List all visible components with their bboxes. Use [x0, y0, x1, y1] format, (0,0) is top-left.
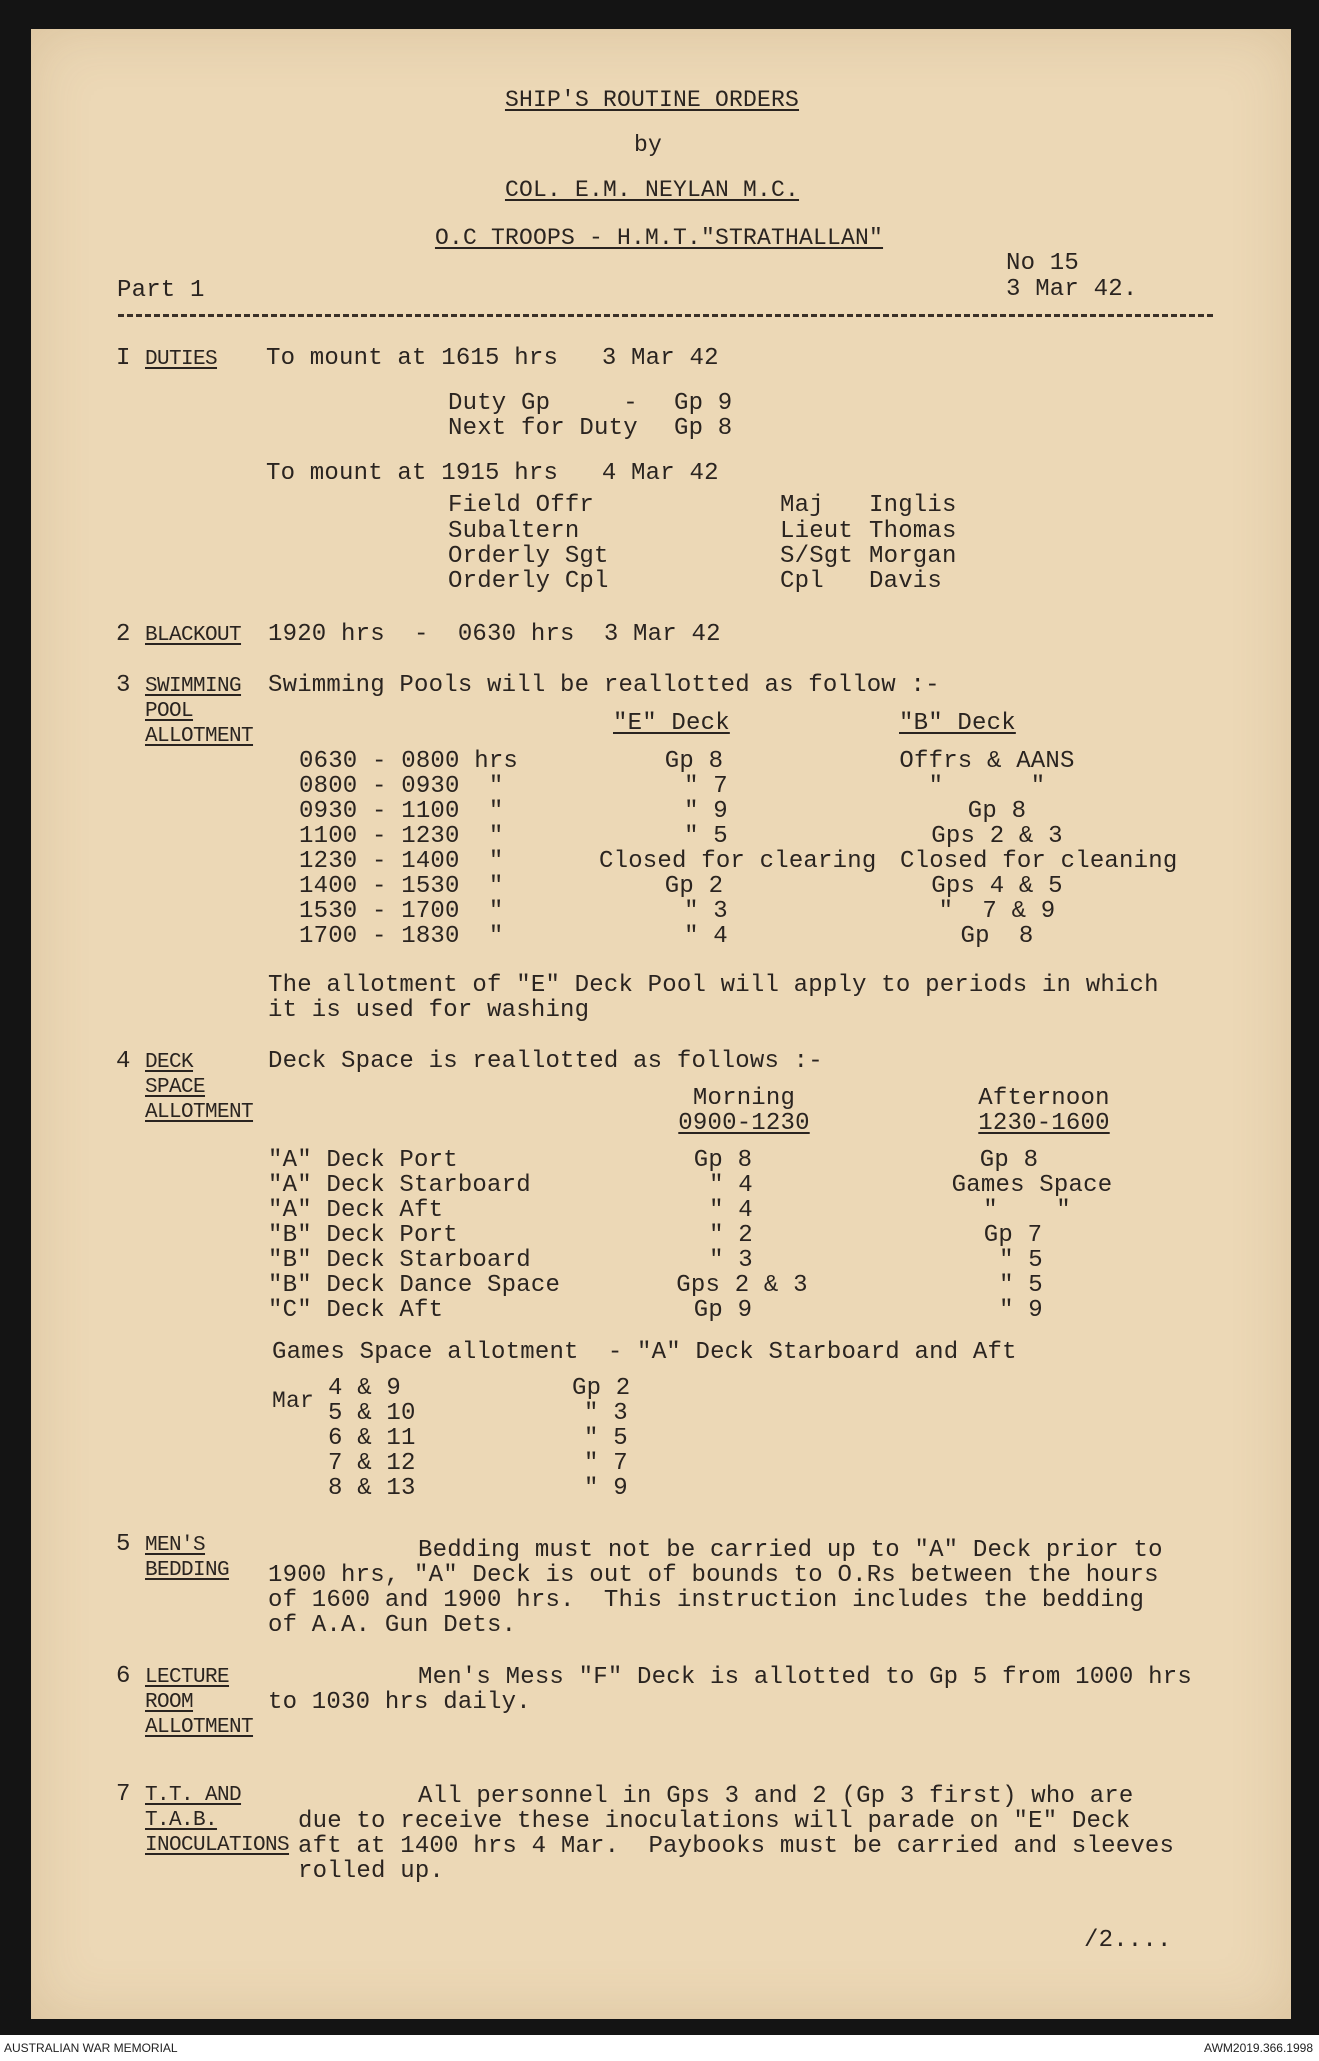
pool-e-value: Gp 8 — [664, 748, 724, 775]
duties-mount-line-2: To mount at 1915 hrs 4 Mar 42 — [266, 460, 719, 487]
pool-e-value: " 5 — [684, 823, 728, 850]
deck-afternoon-value: Games Space — [951, 1172, 1113, 1199]
roster-rank: S/Sgt — [780, 543, 854, 570]
blackout-times: 1920 hrs - 0630 hrs 3 Mar 42 — [268, 621, 721, 648]
deck-afternoon-value: " " — [983, 1197, 1071, 1224]
pool-e-value: " 4 — [684, 923, 728, 950]
bedding-text-line: Bedding must not be carried up to "A" Deck prior to — [418, 1537, 1163, 1564]
pool-e-value: " 3 — [684, 898, 728, 925]
part-label: Part 1 — [117, 277, 205, 304]
games-group: " 7 — [584, 1450, 628, 1477]
pool-e-value: Gp 2 — [664, 873, 724, 900]
pool-b-value: Closed for cleaning — [900, 848, 1178, 875]
deck-col-afternoon: Afternoon — [978, 1085, 1110, 1112]
pool-e-value: " 7 — [684, 773, 728, 800]
deck-morning-value: " 3 — [709, 1247, 753, 1274]
pool-intro: Swimming Pools will be reallotted as follow :- — [268, 672, 940, 699]
deck-col-morning-hours: 0900-1230 — [678, 1110, 810, 1137]
inoculation-text-line: rolled up. — [298, 1858, 445, 1885]
section-4-number: 4 — [116, 1048, 131, 1075]
inoculation-text-line: All personnel in Gps 3 and 2 (Gp 3 first) who are — [418, 1783, 1134, 1810]
document-title: SHIP'S ROUTINE ORDERS — [504, 87, 800, 113]
deck-afternoon-value: " 5 — [999, 1272, 1043, 1299]
games-month: Mar — [272, 1388, 315, 1414]
bedding-text-line: 1900 hrs, "A" Deck is out of bounds to O.Rs between the hours — [268, 1562, 1159, 1589]
deck-afternoon-value: Gp 8 — [979, 1147, 1039, 1174]
section-6-heading-line: ROOM — [145, 1691, 194, 1714]
section-4-heading-line: DECK — [145, 1051, 194, 1074]
deck-col-morning: Morning — [692, 1085, 796, 1112]
pool-b-value: Gp 8 — [967, 798, 1027, 825]
order-date: 3 Mar 42. — [1006, 276, 1138, 303]
section-4-heading-line: ALLOTMENT — [145, 1101, 254, 1124]
roster-name: Thomas — [869, 518, 957, 545]
pool-note-line: The allotment of "E" Deck Pool will apply to periods in which — [268, 972, 1159, 999]
deck-morning-value: " 2 — [709, 1222, 753, 1249]
pool-time: 1700 - 1830 " — [299, 923, 504, 950]
section-3-heading-line: POOL — [145, 700, 194, 723]
roster-role: Orderly Cpl — [448, 568, 609, 595]
pool-time: 0630 - 0800 hrs — [299, 748, 519, 775]
deck-afternoon-value: Gp 7 — [983, 1222, 1043, 1249]
roster-name: Davis — [869, 568, 943, 595]
games-dates: 8 & 13 — [328, 1475, 416, 1502]
author-line: COL. E.M. NEYLAN M.C. — [504, 177, 800, 203]
section-7-heading-line: INOCULATIONS — [145, 1834, 290, 1857]
duty-gp-label: Duty Gp - — [448, 390, 638, 417]
games-dates: 5 & 10 — [328, 1400, 416, 1427]
section-1-number: I — [116, 345, 131, 372]
deck-area: "B" Deck Port — [268, 1222, 458, 1249]
deck-area: "C" Deck Aft — [268, 1297, 444, 1324]
pool-b-value: " " — [928, 773, 1046, 800]
roster-role: Orderly Sgt — [448, 543, 609, 570]
document-page — [31, 29, 1291, 2019]
deck-area: "B" Deck Starboard — [268, 1247, 531, 1274]
deck-area: "A" Deck Port — [268, 1147, 458, 1174]
bedding-text-line: of A.A. Gun Dets. — [268, 1612, 517, 1639]
pool-col-b-deck: "B" Deck — [899, 710, 1016, 737]
section-3-heading-line: ALLOTMENT — [145, 725, 254, 748]
archive-footer — [0, 2035, 1319, 2061]
deck-area: "B" Deck Dance Space — [268, 1272, 561, 1299]
pool-time: 1100 - 1230 " — [299, 823, 504, 850]
section-5-heading-line: MEN'S — [145, 1534, 206, 1557]
roster-rank: Cpl — [780, 568, 824, 595]
archive-name: AUSTRALIAN WAR MEMORIAL — [4, 2041, 178, 2055]
games-dates: 4 & 9 — [328, 1375, 402, 1402]
roster-name: Inglis — [869, 492, 957, 519]
section-7-number: 7 — [116, 1781, 131, 1808]
section-6-number: 6 — [116, 1663, 131, 1690]
deck-area: "A" Deck Starboard — [268, 1172, 531, 1199]
pool-note-line: it is used for washing — [268, 997, 590, 1024]
games-group: " 5 — [584, 1425, 628, 1452]
archive-reference: AWM2019.366.1998 — [1204, 2041, 1313, 2055]
deck-morning-value: " 4 — [709, 1172, 753, 1199]
section-6-heading-line: LECTURE — [145, 1666, 230, 1689]
inoculation-text-line: aft at 1400 hrs 4 Mar. Paybooks must be carried and sleeves — [298, 1833, 1175, 1860]
section-6-heading-line: ALLOTMENT — [145, 1716, 254, 1739]
pool-e-value: Closed for clearing — [599, 848, 877, 875]
duties-mount-line-1: To mount at 1615 hrs 3 Mar 42 — [266, 345, 719, 372]
section-5-heading-line: BEDDING — [145, 1559, 230, 1582]
continuation-mark: /2.... — [1084, 1927, 1172, 1954]
games-dates: 6 & 11 — [328, 1425, 416, 1452]
games-group: " 3 — [584, 1400, 628, 1427]
duty-gp-value: Gp 9 — [674, 390, 733, 417]
lecture-text-line: Men's Mess "F" Deck is allotted to Gp 5 from 1000 hrs — [418, 1664, 1192, 1691]
games-group: Gp 2 — [572, 1375, 631, 1402]
pool-col-e-deck: "E" Deck — [613, 710, 730, 737]
pool-time: 0800 - 0930 " — [299, 773, 504, 800]
roster-rank: Lieut — [780, 518, 854, 545]
roster-name: Morgan — [869, 543, 957, 570]
section-3-number: 3 — [116, 672, 131, 699]
unit-line: O.C TROOPS - H.M.T."STRATHALLAN" — [434, 225, 884, 251]
pool-b-value: Gps 2 & 3 — [931, 823, 1063, 850]
deck-morning-value: Gps 2 & 3 — [676, 1272, 808, 1299]
pool-time: 1400 - 1530 " — [299, 873, 504, 900]
deck-afternoon-value: " 5 — [999, 1247, 1043, 1274]
deck-morning-value: Gp 8 — [693, 1147, 753, 1174]
games-dates: 7 & 12 — [328, 1450, 416, 1477]
section-4-heading-line: SPACE — [145, 1076, 206, 1099]
pool-e-value: " 9 — [684, 798, 728, 825]
section-5-number: 5 — [116, 1531, 131, 1558]
pool-b-value: Gp 8 — [960, 923, 1034, 950]
games-space-line: Games Space allotment - "A" Deck Starboard and Aft — [272, 1339, 1017, 1366]
pool-time: 0930 - 1100 " — [299, 798, 504, 825]
pool-b-value: Gps 4 & 5 — [931, 873, 1063, 900]
roster-role: Subaltern — [448, 518, 580, 545]
deck-morning-value: Gp 9 — [693, 1297, 753, 1324]
deck-morning-value: " 4 — [709, 1197, 753, 1224]
deck-col-afternoon-hours: 1230-1600 — [978, 1110, 1110, 1137]
roster-role: Field Offr — [448, 492, 595, 519]
pool-time: 1230 - 1400 " — [299, 848, 504, 875]
roster-rank: Maj — [780, 492, 824, 519]
section-3-heading-line: SWIMMING — [145, 675, 242, 698]
next-duty-value: Gp 8 — [674, 415, 733, 442]
lecture-text-line: to 1030 hrs daily. — [268, 1689, 531, 1716]
games-group: " 9 — [584, 1475, 628, 1502]
deck-intro: Deck Space is reallotted as follows :- — [268, 1048, 823, 1075]
by-line: by — [633, 132, 663, 158]
deck-afternoon-value: " 9 — [999, 1297, 1043, 1324]
section-7-heading-line: T.A.B. — [145, 1809, 218, 1832]
order-number: No 15 — [1006, 250, 1080, 277]
bedding-text-line: of 1600 and 1900 hrs. This instruction includes the bedding — [268, 1587, 1145, 1614]
section-7-heading-line: T.T. AND — [145, 1784, 242, 1807]
pool-b-value: " 7 & 9 — [938, 898, 1056, 925]
next-duty-label: Next for Duty — [448, 415, 638, 442]
deck-area: "A" Deck Aft — [268, 1197, 444, 1224]
inoculation-text-line: due to receive these inoculations will parade on "E" Deck — [298, 1808, 1131, 1835]
section-2-heading: BLACKOUT — [145, 624, 242, 647]
pool-time: 1530 - 1700 " — [299, 898, 504, 925]
header-divider — [118, 314, 1213, 317]
section-2-number: 2 — [116, 621, 131, 648]
pool-b-value: Offrs & AANS — [899, 748, 1075, 775]
section-1-heading: DUTIES — [145, 348, 218, 371]
